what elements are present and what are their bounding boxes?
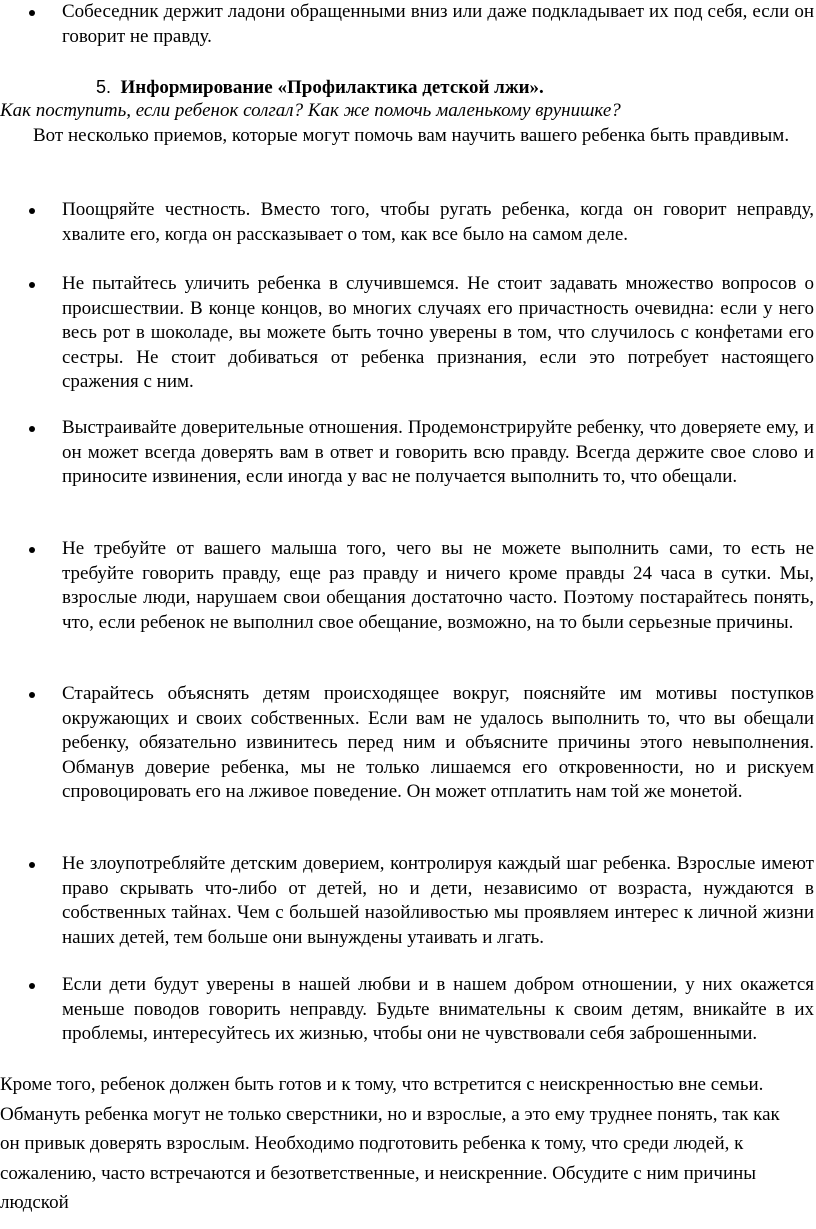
tip-item [62, 852, 814, 950]
tip-text: Поощряйте честность. Вместо того, чтобы ругать ребенка, когда он говорит неправду, хвалите его, когда он рассказывает о том, как все было на самом деле. [62, 199, 814, 245]
top-bullet-item [62, 0, 814, 49]
tip-item [62, 416, 814, 490]
bullet-icon [29, 692, 35, 698]
tip-item [62, 198, 814, 247]
tip-text: Выстраивайте доверительные отношения. Продемонстрируйте ребенку, что доверяете ему, и он может всегда доверять вам в ответ и говорить всю правду. Всегда держите свое слово и приносите извинения, если иногда у вас не получается выполнить то, что обещали. [62, 417, 814, 487]
bullet-icon [29, 547, 35, 553]
tip-text: Не злоупотребляйте детским доверием, контролируя каждый шаг ребенка. Взрослые имеют право скрывать что-либо от детей, но и дети, независимо от возраста, нуждаются в собственных тайнах. Чем с большей назойливостью мы проявляем интерес к личной жизни наших детей, тем больше они вынуждены утаивать и лгать. [62, 853, 814, 948]
tip-item [62, 537, 814, 635]
section-heading [96, 75, 796, 101]
section-number: 5. [96, 77, 112, 97]
bullet-icon [29, 862, 35, 868]
tip-text: Не требуйте от вашего малыша того, чего вы не можете выполнить сами, то есть не требуйте говорить правду, еще раз правду и ничего кроме правды 24 часа в сутки. Мы, взрослые люди, нарушаем свои обещания достаточно часто. Поэтому постарайтесь понять, что, если ребенок не выполнил свое обещание, возможно, на то были серьезные причины. [62, 538, 814, 633]
bullet-icon [29, 282, 35, 288]
tip-item [62, 973, 814, 1047]
top-bullet-text: Собеседник держит ладони обращенными вниз или даже подкладывает их под себя, если он говорит не правду. [62, 1, 814, 47]
tip-text: Старайтесь объяснять детям происходящее вокруг, поясняйте им мотивы поступков окружающих и своих собственных. Если вам не удалось выполнить то, что вы обещали ребенку, обязательно извинитесь перед ним и объясните причины этого невыполнения. Обманув доверие ребенка, мы не только лишаемся его откровенности, но и рискуем спровоцировать его на лживое поведение. Он может отплатить нам той же монетой. [62, 683, 814, 802]
bullet-icon [29, 426, 35, 432]
tip-text: Не пытайтесь уличить ребенка в случившемся. Не стоит задавать множество вопросов о происшествии. В конце концов, во многих случаях его причастность очевидна: если у него весь рот в шоколаде, вы можете быть точно уверены в том, что случилось с конфетами его сестры. Не стоит добиваться от ребенка признания, если это потребует настоящего сражения с ним. [62, 273, 814, 392]
closing-paragraph: Кроме того, ребенок должен быть готов и к тому, что встретится с неискренностью вне семьи. Обмануть ребенка могут не только сверстники, но и взрослые, а это ему труднее понять, так как он привык доверять взрослым. Необходимо подготовить ребенка к тому, что среди людей, к сожалению, часто встречаются и безответственные, и неискренние. Обсудите с ним причины людской [0, 1074, 780, 1213]
bullet-icon [29, 10, 35, 16]
intro-paragraph: Вот несколько приемов, которые могут помочь вам научить вашего ребенка быть правдивым. [33, 125, 790, 146]
tip-text: Если дети будут уверены в нашей любви и в нашем добром отношении, у них окажется меньше поводов говорить неправду. Будьте внимательны к своим детям, вникайте в их проблемы, интересуйтесь их жизнью, чтобы они не чувствовали себя заброшенными. [62, 974, 814, 1044]
section-title: Информирование «Профилактика детской лжи». [120, 77, 544, 98]
bullet-icon [29, 208, 35, 214]
tip-item [62, 272, 814, 395]
subtitle: Как поступить, если ребенок солгал? Как же помочь маленькому врунишке? [0, 100, 621, 121]
tip-item [62, 682, 814, 805]
bullet-icon [29, 983, 35, 989]
